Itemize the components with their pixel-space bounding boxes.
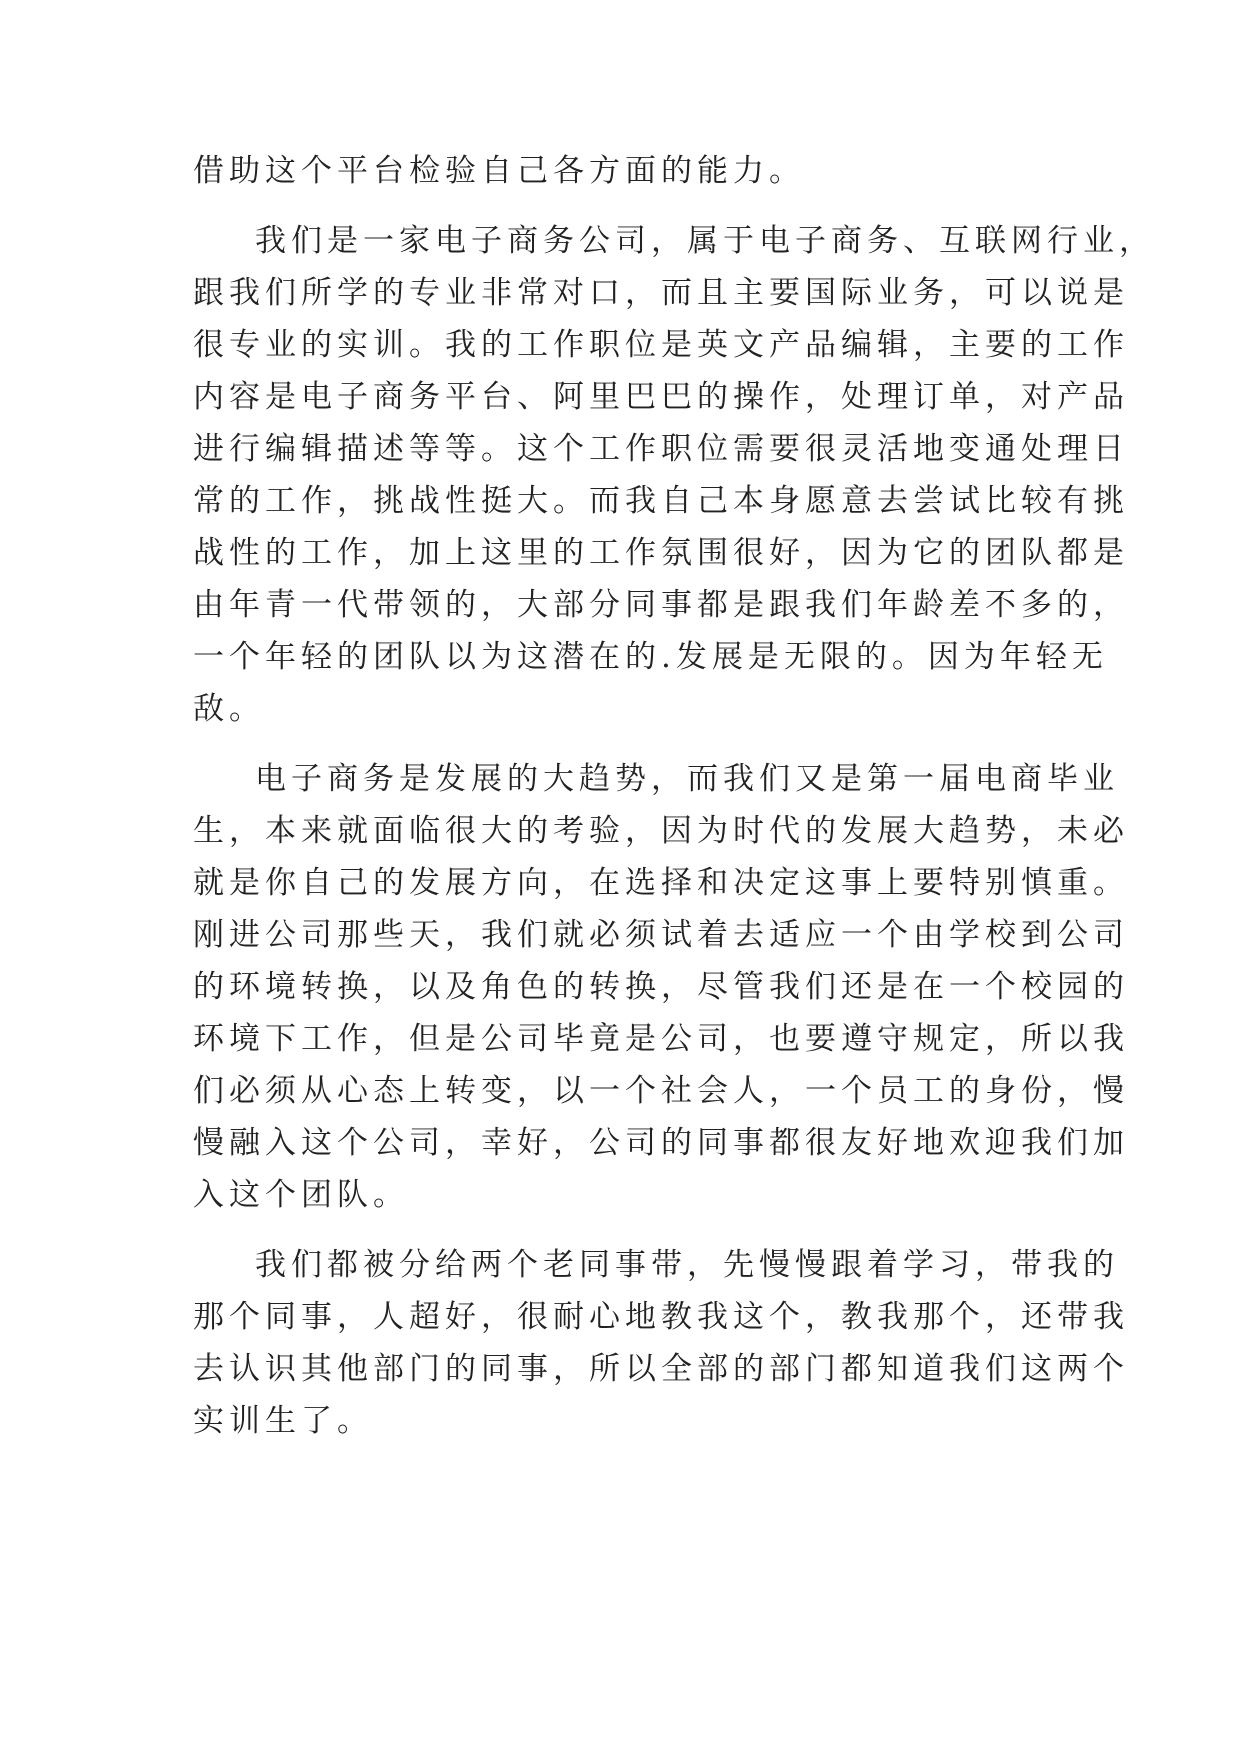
text-line: 的环境转换，以及角色的转换，尽管我们还是在一个校园的 bbox=[193, 969, 1129, 1005]
text-line: 借助这个平台检验自己各方面的能力。 bbox=[193, 153, 805, 189]
text-line: 由年青一代带领的，大部分同事都是跟我们年龄差不多的， bbox=[193, 587, 1129, 623]
paragraph-first-line: 我们是一家电子商务公司，属于电子商务、互联网行业， bbox=[255, 223, 1155, 259]
text-line: 那个同事，人超好，很耐心地教我这个，教我那个，还带我 bbox=[193, 1299, 1129, 1335]
text-line: 跟我们所学的专业非常对口，而且主要国际业务，可以说是 bbox=[193, 275, 1129, 311]
text-line: 生，本来就面临很大的考验，因为时代的发展大趋势，未必 bbox=[193, 813, 1129, 849]
text-line: 刚进公司那些天，我们就必须试着去适应一个由学校到公司 bbox=[193, 917, 1129, 953]
text-line: 就是你自己的发展方向，在选择和决定这事上要特别慎重。 bbox=[193, 865, 1129, 901]
text-line: 战性的工作，加上这里的工作氛围很好，因为它的团队都是 bbox=[193, 535, 1129, 571]
text-line: 慢融入这个公司，幸好，公司的同事都很友好地欢迎我们加 bbox=[193, 1125, 1129, 1161]
text-line: 们必须从心态上转变，以一个社会人，一个员工的身份，慢 bbox=[193, 1073, 1129, 1109]
text-line: 实训生了。 bbox=[193, 1403, 373, 1439]
text-line: 入这个团队。 bbox=[193, 1177, 409, 1213]
paragraph-first-line: 电子商务是发展的大趋势，而我们又是第一届电商毕业 bbox=[255, 761, 1119, 797]
text-line: 去认识其他部门的同事，所以全部的部门都知道我们这两个 bbox=[193, 1351, 1129, 1387]
text-line: 进行编辑描述等等。这个工作职位需要很灵活地变通处理日 bbox=[193, 431, 1129, 467]
text-line: 环境下工作，但是公司毕竟是公司，也要遵守规定，所以我 bbox=[193, 1021, 1129, 1057]
text-line: 一个年轻的团队以为这潜在的.发展是无限的。因为年轻无 bbox=[193, 639, 1108, 675]
paragraph-first-line: 我们都被分给两个老同事带，先慢慢跟着学习，带我的 bbox=[255, 1247, 1119, 1283]
text-line: 敌。 bbox=[193, 691, 265, 727]
text-line: 很专业的实训。我的工作职位是英文产品编辑，主要的工作 bbox=[193, 327, 1129, 363]
text-line: 常的工作，挑战性挺大。而我自己本身愿意去尝试比较有挑 bbox=[193, 483, 1129, 519]
text-line: 内容是电子商务平台、阿里巴巴的操作，处理订单，对产品 bbox=[193, 379, 1129, 415]
